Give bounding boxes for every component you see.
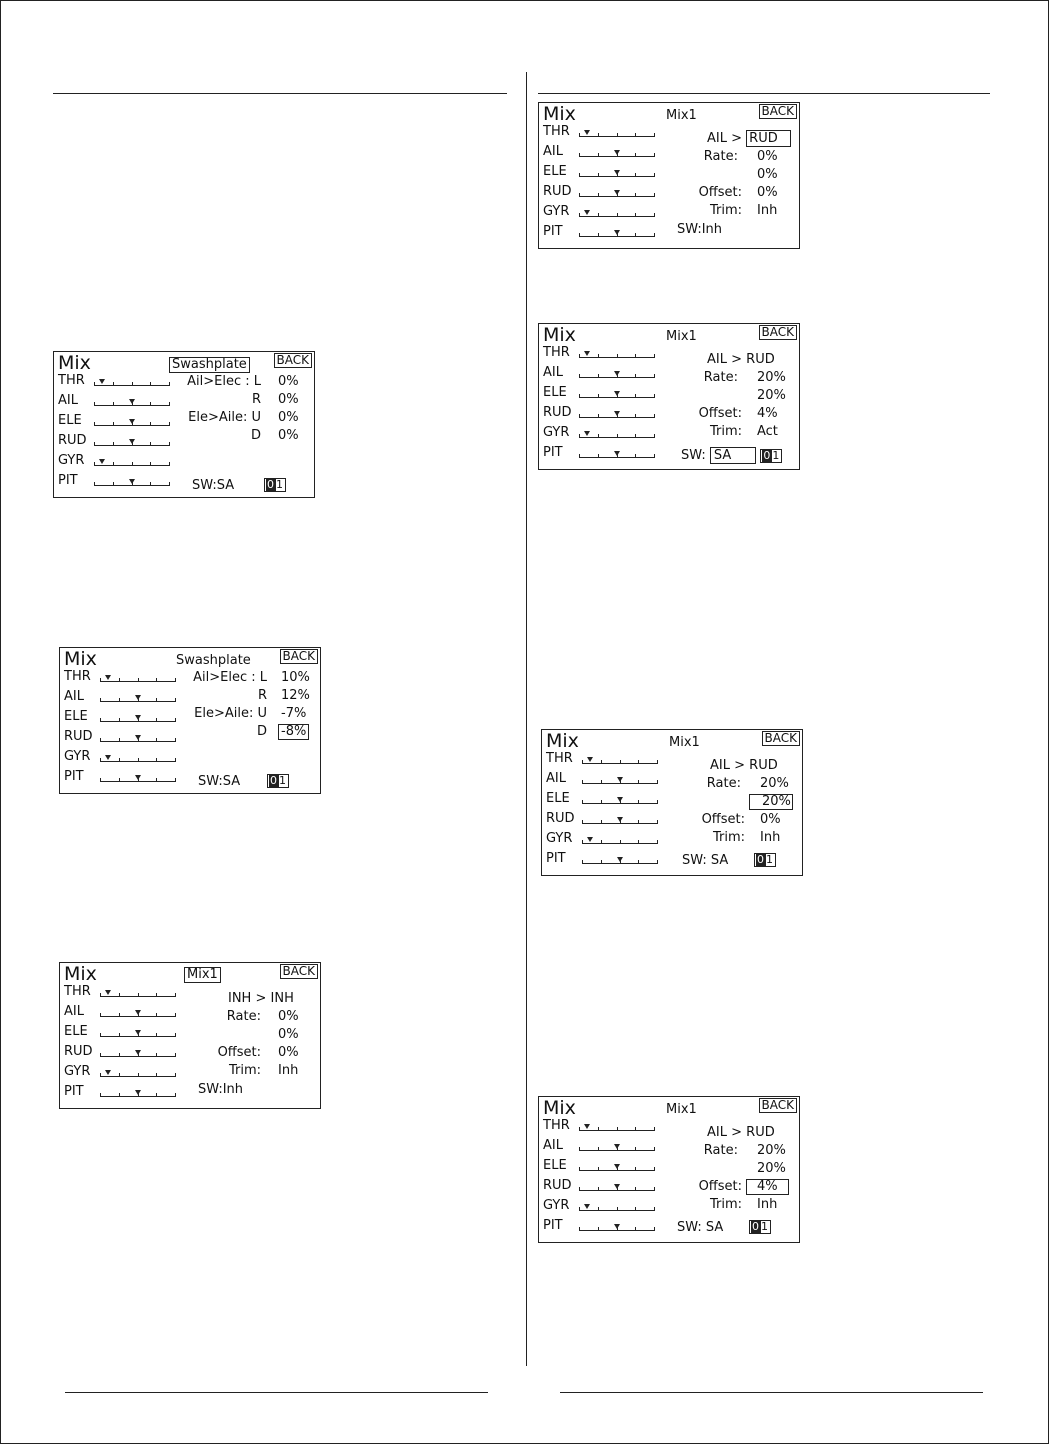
switch-label[interactable]: SW:Inh (198, 1082, 244, 1097)
mix-title: Mix (64, 648, 97, 670)
offset-value[interactable]: 0% (760, 812, 781, 827)
stick-position-marker (584, 1204, 590, 1209)
offset-label: Offset: (698, 406, 742, 421)
channel-label-thr: THR (543, 124, 570, 139)
mix-name: Mix1 (666, 329, 697, 344)
stick-bar-pit (579, 229, 655, 237)
channel-label-gyr: GYR (58, 453, 85, 468)
stick-position-marker (129, 479, 135, 484)
mix-title: Mix (543, 324, 576, 346)
function-selector[interactable]: Swashplate (169, 357, 250, 373)
trim-value[interactable]: Inh (757, 1197, 778, 1212)
back-button[interactable]: BACK (759, 325, 797, 340)
stick-bar-ele (582, 796, 658, 804)
mix-destination[interactable]: RUD (746, 130, 791, 147)
stick-position-marker (99, 459, 105, 464)
channel-label-ele: ELE (543, 164, 567, 179)
back-button[interactable]: BACK (759, 1098, 797, 1113)
ail-elec-right-label: R (257, 688, 267, 703)
channel-label-ele: ELE (64, 1024, 88, 1039)
stick-bar-gyr (579, 430, 655, 438)
channel-label-thr: THR (543, 1118, 570, 1133)
mix-route: AIL > RUD (710, 758, 778, 773)
stick-bar-ail (579, 1143, 655, 1151)
stick-position-marker (614, 391, 620, 396)
channel-label-ail: AIL (64, 689, 84, 704)
ail-elec-right-value[interactable]: 12% (281, 688, 310, 703)
trim-value[interactable]: Inh (760, 830, 781, 845)
stick-position-marker (99, 379, 105, 384)
channel-label-ele: ELE (543, 1158, 567, 1173)
channel-label-pit: PIT (543, 1218, 563, 1233)
stick-bar-pit (582, 856, 658, 864)
channel-label-gyr: GYR (543, 1198, 570, 1213)
mix-selector[interactable]: Mix1 (184, 967, 221, 983)
switch-position-indicator: 01 (267, 774, 289, 788)
ail-elec-right-label: R (251, 392, 261, 407)
stick-bar-ele (579, 169, 655, 177)
rate-value-2[interactable]: 20% (749, 794, 793, 810)
channel-label-ail: AIL (546, 771, 566, 786)
stick-position-marker (135, 695, 141, 700)
ele-aile-up-value[interactable]: 0% (278, 410, 299, 425)
ele-aile-down-value[interactable]: 0% (278, 428, 299, 443)
stick-position-marker (135, 1030, 141, 1035)
channel-label-thr: THR (543, 345, 570, 360)
offset-label: Offset: (217, 1045, 261, 1060)
stick-position-marker (135, 1090, 141, 1095)
channel-label-rud: RUD (546, 811, 575, 826)
ail-elec-left-value[interactable]: 10% (281, 670, 310, 685)
channel-label-pit: PIT (58, 473, 78, 488)
ail-elec-left-label: Ail>Elec : L (187, 374, 261, 389)
mix-source[interactable]: INH (228, 991, 252, 1006)
trim-value[interactable]: Inh (278, 1063, 299, 1078)
stick-bar-gyr (579, 209, 655, 217)
channel-label-ele: ELE (64, 709, 88, 724)
channel-label-gyr: GYR (64, 1064, 91, 1079)
trim-value[interactable]: Inh (757, 203, 778, 218)
trim-label: Trim: (228, 1063, 261, 1078)
stick-bar-thr (582, 756, 658, 764)
stick-bar-ele (579, 390, 655, 398)
rate-value-1[interactable]: 20% (757, 1143, 786, 1158)
channel-label-rud: RUD (543, 184, 572, 199)
channel-label-pit: PIT (64, 1084, 84, 1099)
rate-label: Rate: (703, 1143, 738, 1158)
offset-label: Offset: (698, 1179, 742, 1194)
lcd-mix1-rate-adjust (541, 729, 803, 876)
stick-position-marker (105, 1070, 111, 1075)
mix-source[interactable]: AIL (707, 352, 727, 367)
stick-bar-pit (579, 450, 655, 458)
rate-value-1[interactable]: 20% (760, 776, 789, 791)
switch-label[interactable]: SW:SA (192, 478, 235, 493)
stick-bar-gyr (94, 458, 170, 466)
ele-aile-down-label: D (256, 724, 267, 739)
mix-title: Mix (543, 1097, 576, 1119)
stick-position-marker (135, 1050, 141, 1055)
ele-aile-up-value[interactable]: -7% (281, 706, 307, 721)
stick-position-marker (614, 190, 620, 195)
stick-position-marker (135, 715, 141, 720)
rate-label: Rate: (703, 370, 738, 385)
mix-source[interactable]: AIL (710, 758, 730, 773)
stick-bar-pit (100, 774, 176, 782)
channel-label-ail: AIL (64, 1004, 84, 1019)
back-button[interactable]: BACK (762, 731, 800, 746)
stick-bar-rud (579, 1183, 655, 1191)
stick-position-marker (617, 817, 623, 822)
channel-label-ail: AIL (58, 393, 78, 408)
stick-bar-rud (582, 816, 658, 824)
left-footer-rule (65, 1392, 488, 1393)
lcd-mix1-inhibited (59, 962, 321, 1109)
switch-selector[interactable]: SA (710, 447, 756, 464)
offset-value[interactable]: 4% (757, 406, 778, 421)
stick-bar-pit (100, 1089, 176, 1097)
stick-bar-thr (579, 1123, 655, 1131)
stick-position-marker (617, 797, 623, 802)
column-divider (526, 72, 527, 1366)
stick-bar-thr (579, 350, 655, 358)
rate-value-1[interactable]: 0% (757, 149, 778, 164)
lcd-mix1-ail-rud (538, 102, 800, 249)
stick-position-marker (105, 755, 111, 760)
stick-bar-ail (579, 149, 655, 157)
stick-position-marker (614, 1144, 620, 1149)
stick-bar-rud (579, 189, 655, 197)
ele-aile-up-label: Ele>Aile: U (188, 410, 261, 425)
stick-bar-ele (100, 714, 176, 722)
stick-bar-gyr (100, 754, 176, 762)
stick-bar-gyr (579, 1203, 655, 1211)
switch-position-indicator: 01 (760, 449, 782, 463)
stick-position-marker (587, 837, 593, 842)
mix-destination[interactable]: RUD (746, 352, 775, 367)
stick-bar-ail (100, 1009, 176, 1017)
channel-label-rud: RUD (64, 729, 93, 744)
stick-bar-ail (579, 370, 655, 378)
stick-position-marker (614, 1224, 620, 1229)
offset-value[interactable]: 0% (757, 185, 778, 200)
stick-position-marker (584, 351, 590, 356)
switch-position-indicator: 01 (754, 853, 776, 867)
channel-label-ail: AIL (543, 365, 563, 380)
channel-label-thr: THR (546, 751, 573, 766)
mix-source[interactable]: AIL (707, 131, 727, 146)
offset-value[interactable]: 4% (746, 1179, 789, 1195)
offset-label: Offset: (701, 812, 745, 827)
stick-position-marker (135, 735, 141, 740)
stick-bar-ele (94, 418, 170, 426)
stick-position-marker (105, 990, 111, 995)
ele-aile-down-label: D (250, 428, 261, 443)
stick-bar-thr (100, 674, 176, 682)
mix-route: AIL > RUD (707, 132, 791, 146)
channel-label-pit: PIT (64, 769, 84, 784)
offset-label: Offset: (698, 185, 742, 200)
stick-position-marker (584, 130, 590, 135)
channel-label-rud: RUD (58, 433, 87, 448)
channel-label-rud: RUD (543, 1178, 572, 1193)
mix-title: Mix (543, 103, 576, 125)
rate-label: Rate: (226, 1009, 261, 1024)
rate-value-2[interactable]: 0% (757, 167, 778, 182)
mix-route: AIL > RUD (707, 1125, 775, 1140)
stick-bar-ail (100, 694, 176, 702)
mix-destination[interactable]: INH (270, 991, 294, 1006)
channel-label-pit: PIT (546, 851, 566, 866)
rate-value-1[interactable]: 0% (278, 1009, 299, 1024)
stick-position-marker (105, 675, 111, 680)
back-button[interactable]: BACK (280, 649, 318, 664)
right-header-rule (538, 93, 990, 94)
stick-position-marker (614, 411, 620, 416)
mix-source[interactable]: AIL (707, 1125, 727, 1140)
channel-label-gyr: GYR (64, 749, 91, 764)
channel-label-rud: RUD (543, 405, 572, 420)
stick-bar-ele (100, 1029, 176, 1037)
channel-label-rud: RUD (64, 1044, 93, 1059)
ail-elec-left-label: Ail>Elec : L (193, 670, 267, 685)
rate-value-1[interactable]: 20% (757, 370, 786, 385)
switch-label: SW: (681, 448, 706, 463)
mix-name: Mix1 (669, 735, 700, 750)
stick-bar-ele (579, 1163, 655, 1171)
stick-position-marker (129, 419, 135, 424)
stick-position-marker (614, 230, 620, 235)
stick-position-marker (614, 170, 620, 175)
stick-position-marker (135, 775, 141, 780)
mix-title: Mix (58, 352, 91, 374)
switch-label[interactable]: SW:Inh (677, 222, 723, 237)
trim-value[interactable]: Act (757, 424, 778, 439)
stick-bar-thr (579, 129, 655, 137)
rate-value-2[interactable]: 20% (757, 388, 786, 403)
stick-position-marker (129, 399, 135, 404)
switch-position-indicator: 01 (264, 478, 286, 492)
stick-bar-rud (579, 410, 655, 418)
channel-label-ele: ELE (543, 385, 567, 400)
stick-bar-pit (94, 478, 170, 486)
back-button[interactable]: BACK (759, 104, 797, 119)
channel-label-ele: ELE (546, 791, 570, 806)
mix-destination[interactable]: RUD (746, 1125, 775, 1140)
mix-route: AIL > RUD (707, 352, 775, 367)
channel-label-gyr: GYR (543, 425, 570, 440)
switch-row (681, 449, 782, 463)
stick-bar-thr (94, 378, 170, 386)
channel-label-ail: AIL (543, 144, 563, 159)
rate-label: Rate: (703, 149, 738, 164)
stick-position-marker (584, 210, 590, 215)
stick-position-marker (135, 1010, 141, 1015)
mix-destination[interactable]: RUD (749, 758, 778, 773)
switch-position-indicator: 01 (749, 1220, 771, 1234)
stick-bar-rud (94, 438, 170, 446)
switch-label[interactable]: SW: SA (677, 1220, 724, 1235)
stick-position-marker (584, 1124, 590, 1129)
channel-label-pit: PIT (543, 445, 563, 460)
back-button[interactable]: BACK (280, 964, 318, 979)
rate-value-2[interactable]: 0% (278, 1027, 299, 1042)
stick-bar-rud (100, 734, 176, 742)
trim-label: Trim: (709, 203, 742, 218)
stick-bar-rud (100, 1049, 176, 1057)
stick-position-marker (614, 150, 620, 155)
channel-label-thr: THR (64, 984, 91, 999)
lcd-swashplate-adjusted (59, 647, 321, 794)
switch-label[interactable]: SW:SA (198, 774, 241, 789)
stick-bar-ail (94, 398, 170, 406)
ail-elec-left-value[interactable]: 0% (278, 374, 299, 389)
ele-aile-up-label: Ele>Aile: U (194, 706, 267, 721)
lcd-mix1-switch-sa (538, 323, 800, 470)
channel-label-gyr: GYR (546, 831, 573, 846)
mix-name: Mix1 (666, 1102, 697, 1117)
stick-position-marker (584, 431, 590, 436)
rate-label: Rate: (706, 776, 741, 791)
stick-bar-thr (100, 989, 176, 997)
stick-bar-ail (582, 776, 658, 784)
stick-position-marker (614, 371, 620, 376)
mix-title: Mix (64, 963, 97, 985)
mix-route: INH > INH (228, 991, 294, 1006)
trim-label: Trim: (709, 424, 742, 439)
lcd-mix1-offset-adjust (538, 1096, 800, 1243)
function-title: Swashplate (176, 653, 251, 668)
stick-bar-pit (579, 1223, 655, 1231)
ele-aile-down-value[interactable]: -8% (278, 724, 309, 740)
rate-value-2[interactable]: 20% (757, 1161, 786, 1176)
switch-label[interactable]: SW: SA (682, 853, 729, 868)
mix-title: Mix (546, 730, 579, 752)
stick-position-marker (587, 757, 593, 762)
right-footer-rule (560, 1392, 983, 1393)
channel-label-pit: PIT (543, 224, 563, 239)
left-header-rule (53, 93, 507, 94)
stick-position-marker (129, 439, 135, 444)
ail-elec-right-value[interactable]: 0% (278, 392, 299, 407)
channel-label-gyr: GYR (543, 204, 570, 219)
channel-label-ail: AIL (543, 1138, 563, 1153)
stick-position-marker (614, 451, 620, 456)
stick-bar-gyr (100, 1069, 176, 1077)
stick-position-marker (617, 777, 623, 782)
mix-name: Mix1 (666, 108, 697, 123)
trim-label: Trim: (709, 1197, 742, 1212)
lcd-swashplate-initial (53, 351, 315, 498)
stick-position-marker (614, 1164, 620, 1169)
channel-label-thr: THR (64, 669, 91, 684)
channel-label-thr: THR (58, 373, 85, 388)
stick-bar-gyr (582, 836, 658, 844)
stick-position-marker (614, 1184, 620, 1189)
stick-position-marker (617, 857, 623, 862)
trim-label: Trim: (712, 830, 745, 845)
offset-value[interactable]: 0% (278, 1045, 299, 1060)
back-button[interactable]: BACK (274, 353, 312, 368)
channel-label-ele: ELE (58, 413, 82, 428)
